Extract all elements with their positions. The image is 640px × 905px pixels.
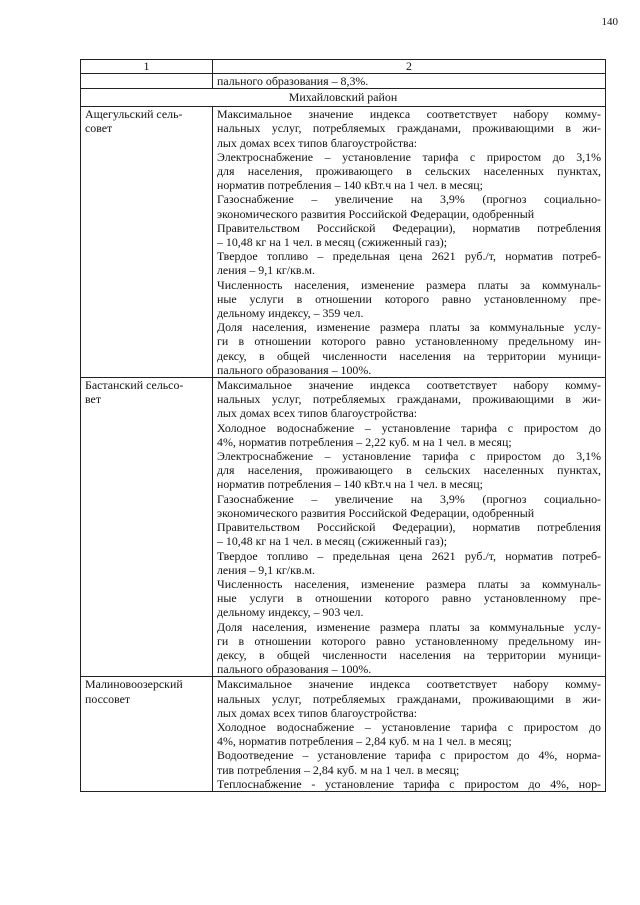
description-line: ления – 9,1 кг/кв.м. bbox=[217, 263, 315, 278]
description-line: Твердое топливо – предельная цена 2621 руб./т, норматив потреб- bbox=[217, 548, 601, 563]
description-line: Электроснабжение – установление тарифа с приростом до 3,1% bbox=[217, 149, 601, 164]
table-header-row bbox=[81, 60, 606, 74]
description-line: Доля населения, изменение размера платы за коммунальные услу- bbox=[217, 619, 601, 634]
description-line: Максимальное значение индекса соответствует набору комму- bbox=[217, 677, 601, 692]
description-line: дельному индексу, – 359 чел. bbox=[217, 306, 364, 321]
description-line: лых домах всех типов благоустройства: bbox=[217, 406, 418, 421]
continuation-empty-cell bbox=[81, 74, 213, 89]
municipality-name bbox=[81, 677, 213, 792]
description-line: Максимальное значение индекса соответствует набору комму- bbox=[217, 378, 601, 393]
description-line: Численность населения, изменение размера платы за коммуналь- bbox=[217, 576, 601, 591]
description-line: дексу, в общей численности населения на территории муници- bbox=[217, 348, 601, 363]
description-line: Максимальное значение индекса соответствует набору комму- bbox=[217, 107, 601, 122]
description-line: экономического развития Российской Федерации, одобренный bbox=[217, 206, 535, 221]
description-line: 4%, норматив потребления – 2,22 куб. м на 1 чел. в месяц; bbox=[217, 434, 512, 449]
municipality-name-line: совет bbox=[85, 121, 113, 136]
description-line: ные услуги в отношении которого равно установленному пре- bbox=[217, 591, 601, 606]
tariff-table bbox=[80, 59, 606, 792]
description-line: ги в отношении которого равно установленному предельному ин- bbox=[217, 334, 601, 349]
description-line: пального образования – 100%. bbox=[217, 662, 372, 677]
district-name: Михайловский район bbox=[81, 89, 606, 107]
description-line: Твердое топливо – предельная цена 2621 руб./т, норматив потреб- bbox=[217, 249, 601, 264]
description-line: тив потребления – 2,84 куб. м на 1 чел. в месяц; bbox=[217, 762, 460, 777]
description-line: норматив потребления – 140 кВт.ч на 1 чел. в месяц; bbox=[217, 178, 483, 193]
description-line: дексу, в общей численности населения на территории муници- bbox=[217, 647, 601, 662]
description-line: Холодное водоснабжение – установление тарифа с приростом до bbox=[217, 719, 601, 734]
municipality-row bbox=[81, 677, 606, 792]
description-line: – 10,48 кг на 1 чел. в месяц (сжиженный газ); bbox=[217, 235, 448, 250]
page-number: 140 bbox=[601, 16, 618, 28]
description-line: нальных услуг, потребляемых гражданами, проживающими в жи- bbox=[217, 121, 601, 136]
municipality-row bbox=[81, 107, 606, 378]
description-line: Газоснабжение – увеличение на 3,9% (прогноз социально- bbox=[217, 491, 601, 506]
description-line: Электроснабжение – установление тарифа с приростом до 3,1% bbox=[217, 449, 601, 464]
municipality-name-line: Малиновоозерский bbox=[85, 677, 183, 692]
municipality-name-line: поссовет bbox=[85, 691, 131, 706]
municipality-name-line: Ащегульский сель- bbox=[85, 107, 183, 122]
description-line: Численность населения, изменение размера платы за коммуналь- bbox=[217, 277, 601, 292]
description-line: для населения, проживающего в сельских населенных пунктах, bbox=[217, 463, 601, 478]
continuation-row bbox=[81, 74, 606, 89]
description-line: Водоотведение – установление тарифа с приростом до 4%, норма- bbox=[217, 748, 601, 763]
description-line: Доля населения, изменение размера платы за коммунальные услу- bbox=[217, 320, 601, 335]
description-line: пального образования – 100%. bbox=[217, 362, 372, 377]
description-line: экономического развития Российской Федерации, одобренный bbox=[217, 505, 535, 520]
municipality-row bbox=[81, 378, 606, 677]
description-line: – 10,48 кг на 1 чел. в месяц (сжиженный газ); bbox=[217, 534, 448, 549]
municipality-description bbox=[213, 378, 606, 677]
municipality-description bbox=[213, 677, 606, 792]
description-line: ления – 9,1 кг/кв.м. bbox=[217, 562, 315, 577]
district-row bbox=[81, 89, 606, 107]
municipality-name-line: Бастанский сельсо- bbox=[85, 378, 184, 393]
description-line: нальных услуг, потребляемых гражданами, проживающими в жи- bbox=[217, 392, 601, 407]
description-line: дельному индексу, – 903 чел. bbox=[217, 605, 364, 620]
description-line: лых домах всех типов благоустройства: bbox=[217, 705, 418, 720]
description-line: нальных услуг, потребляемых гражданами, проживающими в жи- bbox=[217, 691, 601, 706]
description-line: Газоснабжение – увеличение на 3,9% (прогноз социально- bbox=[217, 192, 601, 207]
header-col-2: 2 bbox=[213, 60, 606, 74]
description-line: ги в отношении которого равно установленному предельному ин- bbox=[217, 633, 601, 648]
description-line: для населения, проживающего в сельских населенных пунктах, bbox=[217, 164, 601, 179]
description-line: норматив потребления – 140 кВт.ч на 1 чел. в месяц; bbox=[217, 477, 483, 492]
description-line: Правительством Российской Федерации), норматив потребления bbox=[217, 520, 601, 535]
municipality-name bbox=[81, 378, 213, 677]
municipality-name-line: вет bbox=[85, 392, 102, 407]
header-col-1: 1 bbox=[81, 60, 213, 74]
description-line: Холодное водоснабжение – установление тарифа с приростом до bbox=[217, 420, 601, 435]
municipality-name bbox=[81, 107, 213, 378]
description-line: 4%, норматив потребления – 2,84 куб. м на 1 чел. в месяц; bbox=[217, 734, 512, 749]
municipality-description bbox=[213, 107, 606, 378]
description-line: Теплоснабжение - установление тарифа с приростом до 4%, нор- bbox=[217, 776, 601, 791]
description-line: лых домах всех типов благоустройства: bbox=[217, 135, 418, 150]
description-line: ные услуги в отношении которого равно установленному пре- bbox=[217, 291, 601, 306]
continuation-text: пального образования – 8,3%. bbox=[213, 74, 606, 89]
description-line: Правительством Российской Федерации), норматив потребления bbox=[217, 220, 601, 235]
